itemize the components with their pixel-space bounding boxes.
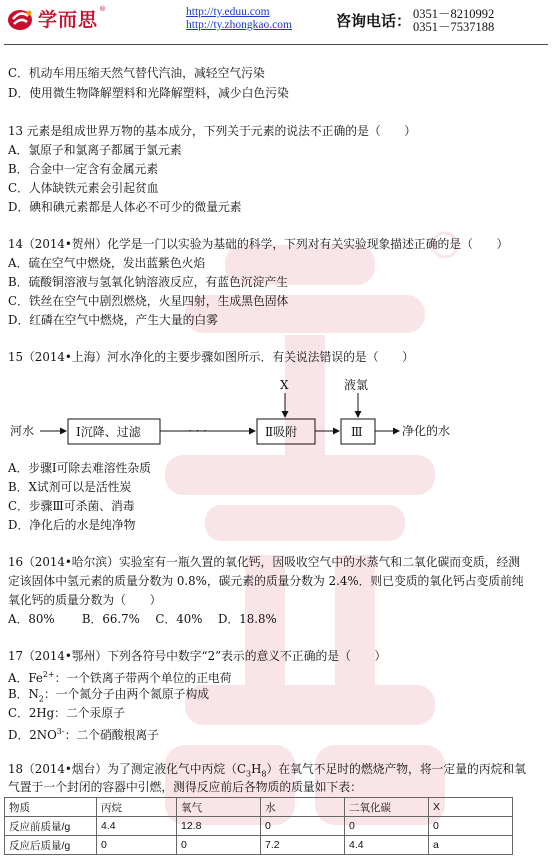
xueersi-logo [6,5,107,32]
q13-option-d: D．碘和碘元素都是人体必不可少的微量元素 [8,200,242,214]
question-16-line-1: 16（2014•哈尔滨）实验室有一瓶久置的氧化钙，因吸收空气中的水蒸气和二氧化碳而变质，经测 [8,555,521,569]
mass-data-table [4,797,513,855]
q15-option-a: A．步骤Ⅰ可除去难溶性杂质 [8,461,151,475]
q15-option-c: C．步骤Ⅲ可杀菌、消毒 [8,499,135,513]
header-divider [4,44,548,45]
q14-option-a: A．硫在空气中燃烧，发出蓝紫色火焰 [8,256,206,270]
q17-option-c: C．2Hg：二个汞原子 [8,706,125,720]
label-step-2: Ⅱ吸附 [265,425,298,439]
q14-option-b: B．硫酸铜溶液与氢氧化钠溶液反应，有蓝色沉淀产生 [8,275,288,289]
phone-label: 咨询电话： [336,12,412,30]
q14-option-c: C．铁丝在空气中剧烈燃烧，火星四射，生成黑色固体 [8,294,289,308]
label-purified-water: 净化的水 [402,424,451,438]
q16-options: A．80% B．66.7% C．40% D．18.8% [8,612,277,626]
phone-number-1: 0351－8210992 [413,7,495,21]
table-header-cell: X [429,798,513,817]
q13-option-c: C．人体缺铁元素会引起贫血 [8,181,159,195]
table-cell: 反应后质量/g [5,836,97,855]
table-cell: 0 [429,817,513,836]
table-row [5,817,513,836]
question-16-line-2: 定该固体中氢元素的质量分数为 0.8%，碳元素的质量分数为 2.4%．则已变质的氧化钙占变质前纯 [8,574,524,588]
question-18-line-2: 气置于一个封闭的容器中引燃，测得反应前后各物质的质量如下表： [8,780,362,794]
table-cell: a [429,836,513,855]
q14-option-d: D．红磷在空气中燃烧，产生大量的白雾 [8,313,219,327]
q15-option-b: B．X试剂可以是活性炭 [8,480,132,494]
question-13: 13 元素是组成世界万物的基本成分，下列关于元素的说法不正确的是（ ） [8,124,417,138]
question-16-line-3: 氧化钙的质量分数为（ ） [8,593,162,607]
water-purification-diagram [0,375,552,455]
table-header-cell: 水 [261,798,345,817]
q13-option-a: A．氯原子和氯离子都属于氯元素 [8,143,182,157]
phone-number-2: 0351－7537188 [413,20,495,34]
table-row [5,836,513,855]
q17-option-b: B．$N_2$：一个氮分子由两个氮原子构成 [8,687,210,704]
label-x: X [280,378,289,392]
header-links [186,6,292,32]
link-ty-zhongkao[interactable]: http://ty.zhongkao.com [186,19,292,31]
table-header-row [5,798,513,817]
table-cell: 反应前质量/g [5,817,97,836]
table-cell: 0 [345,817,429,836]
table-cell: 0 [261,817,345,836]
registered-mark: ® [99,5,107,13]
table-header-cell: 二氧化碳 [345,798,429,817]
label-step-1: Ⅰ沉降、过滤 [76,425,141,439]
page-header [0,0,552,44]
table-header-cell: 氧气 [177,798,261,817]
question-15: 15（2014•上海）河水净化的主要步骤如图所示．有关说法错误的是（ ） [8,350,414,364]
question-14: 14（2014•贺州）化学是一门以实验为基础的科学，下列对有关实验现象描述正确的是（ ） [8,237,509,251]
table-header-cell: 物质 [5,798,97,817]
label-liquid-chlorine: 液氯 [344,378,369,392]
link-ty-eduu[interactable]: http://ty.eduu.com [186,6,270,18]
logo-mark-icon [6,6,36,32]
table-header-cell: 丙烷 [97,798,177,817]
table-cell: 4.4 [345,836,429,855]
logo-text: 学而思 [38,9,99,31]
q13-option-b: B．合金中一定含有金属元素 [8,162,159,176]
q17-option-d: D．$2NO^{3-}$：二个硝酸根离子 [8,727,159,742]
table-cell: 0 [177,836,261,855]
table-cell: 4.4 [97,817,177,836]
table-cell: 7.2 [261,836,345,855]
question-18-line-1: 18（2014•烟台）为了测定液化气中丙烷$(C_3H_8)$在氧气不足时的燃烧产物，将一定量的丙烷和氧 [8,762,527,779]
label-dots: · · · [188,424,208,438]
q17-option-a: A．$Fe^{2+}$：一个铁离子带两个单位的正电荷 [8,670,232,685]
q15-option-d: D．净化后的水是纯净物 [8,518,136,532]
table-cell: 12.8 [177,817,261,836]
label-river-water: 河水 [10,424,35,438]
table-cell: 0 [97,836,177,855]
option-d-prev: D．使用微生物降解塑料和光降解塑料，减少白色污染 [8,86,289,100]
label-step-3: Ⅲ [351,425,363,439]
question-17: 17（2014•鄂州）下列各符号中数字“2”表示的意义不正确的是（ ） [8,649,387,663]
option-c-prev: C．机动车用压缩天然气替代汽油，减轻空气污染 [8,66,265,80]
phone-numbers [413,8,494,34]
